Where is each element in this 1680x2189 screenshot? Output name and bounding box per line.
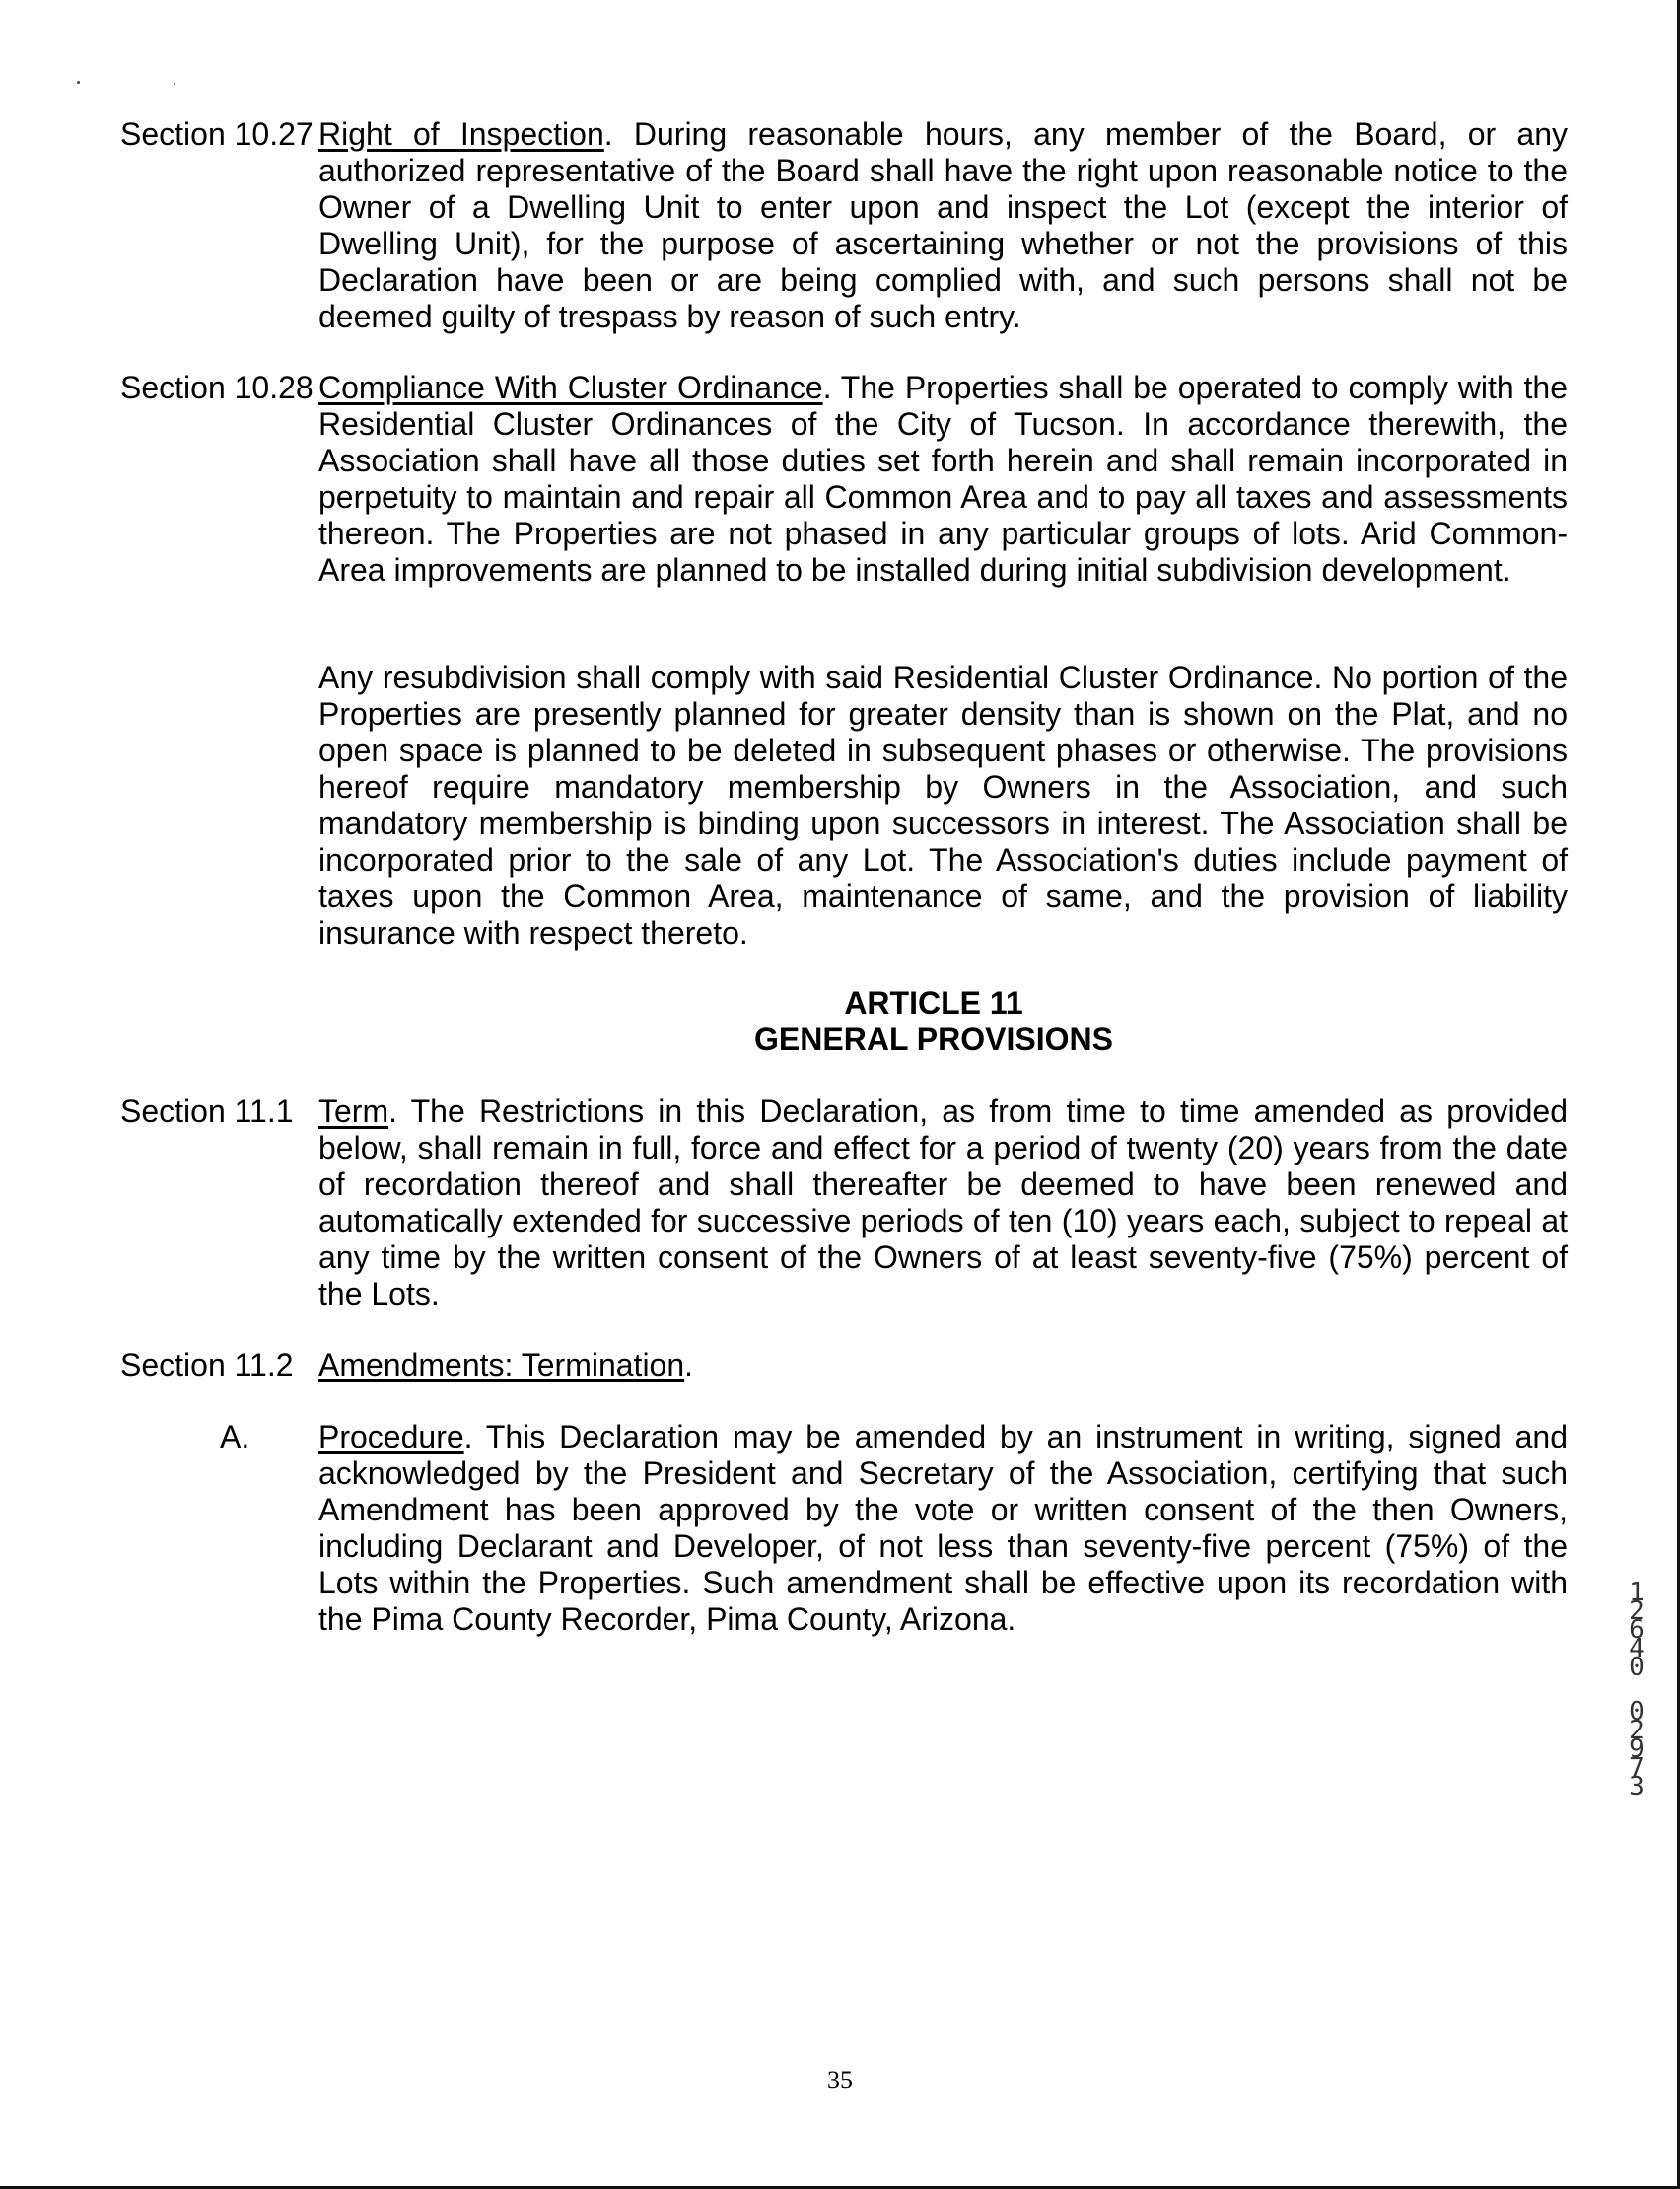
section-heading: Right of Inspection bbox=[318, 116, 604, 152]
section-heading: Amendments: Termination bbox=[318, 1347, 685, 1382]
section-11-1 bbox=[120, 1094, 1568, 1312]
section-10-28 bbox=[120, 370, 1568, 589]
item-letter: A. bbox=[220, 1419, 250, 1454]
section-text: . The Properties shall be operated to comply with the Residential Cluster Ordinances of the City of Tucson. In accordance therewith, the Association shall have all those duties set forth herein and shall remain incorporated in perpetuity to maintain and repair all Common Area and to pay all taxes and assessments thereon. The Properties are not phased in any particular groups of lots. Arid Common-Area improvements are planned to be installed during initial subdivision development. bbox=[318, 370, 1568, 588]
stamp-docket: 12640 bbox=[1629, 1578, 1645, 1682]
section-text: . During reasonable hours, any member of the Board, or any authorized representative of the Board shall have the right upon reasonable notice to the Owner of a Dwelling Unit to enter upon and inspect the Lot (except the interior of Dwelling Unit), for the purpose of ascertaining whether or not the provisions of this Declaration have been or are being complied with, and such persons shall not be deemed guilty of trespass by reason of such entry. bbox=[318, 116, 1569, 334]
section-heading: Compliance With Cluster Ordinance bbox=[318, 370, 823, 405]
section-10-28-paragraph-2: Any resubdivision shall comply with said Residential Cluster Ordinance. No portion of the Properties are presently planned for greater density than is shown on the Plat, and no open space is planned to be deleted in subsequent phases or otherwise. The provisions hereof require mandatory membership by Owners in the Association, and such mandatory membership is binding upon successors in interest. The Association shall be incorporated prior to the sale of any Lot. The Association's duties include payment of taxes upon the Common Area, maintenance of same, and the provision of liability insurance with respect thereto. bbox=[318, 660, 1568, 951]
section-text: . The Restrictions in this Declaration, as from time to time amended as provided below, shall remain in full, force and effect for a period of twenty (20) years from the date of recordation thereof and shall thereafter be deemed to have been renewed and automatically extended for successive periods of ten (10) years each, subject to repeal at any time by the written consent of the Owners of at least seventy-five (75%) percent of the Lots. bbox=[318, 1094, 1568, 1311]
item-text: . This Declaration may be amended by an instrument in writing, signed and acknowledged by the President and Secretary of the Association, certifying that such Amendment has been approved by the vote or written consent of the then Owners, including Declarant and Developer, of not less than seventy-five percent (75%) of the Lots within the Properties. Such amendment shall be effective upon its recordation with the Pima County Recorder, Pima County, Arizona. bbox=[318, 1419, 1568, 1637]
scan-speck bbox=[77, 81, 80, 84]
page-number: 35 bbox=[827, 2066, 853, 2094]
recording-stamp bbox=[1625, 1578, 1648, 1801]
section-body bbox=[318, 116, 1568, 335]
article-number: ARTICLE 11 bbox=[844, 985, 1023, 1021]
section-heading: Term bbox=[318, 1094, 389, 1129]
section-label: Section 11.2 bbox=[120, 1347, 294, 1382]
section-body bbox=[318, 1094, 1568, 1312]
scan-speck bbox=[174, 83, 175, 85]
section-body bbox=[318, 370, 1568, 589]
section-label: Section 11.1 bbox=[120, 1094, 294, 1129]
stamp-page: 02973 bbox=[1629, 1697, 1645, 1801]
item-a-body bbox=[318, 1419, 1568, 1638]
section-label: Section 10.27 bbox=[120, 116, 314, 152]
section-body bbox=[318, 1347, 1568, 1383]
section-11-2 bbox=[120, 1347, 1568, 1383]
section-text: . bbox=[684, 1347, 694, 1382]
section-10-27 bbox=[120, 116, 1568, 335]
section-label: Section 10.28 bbox=[120, 370, 314, 405]
article-title: GENERAL PROVISIONS bbox=[754, 1022, 1113, 1057]
item-heading: Procedure bbox=[318, 1419, 464, 1454]
